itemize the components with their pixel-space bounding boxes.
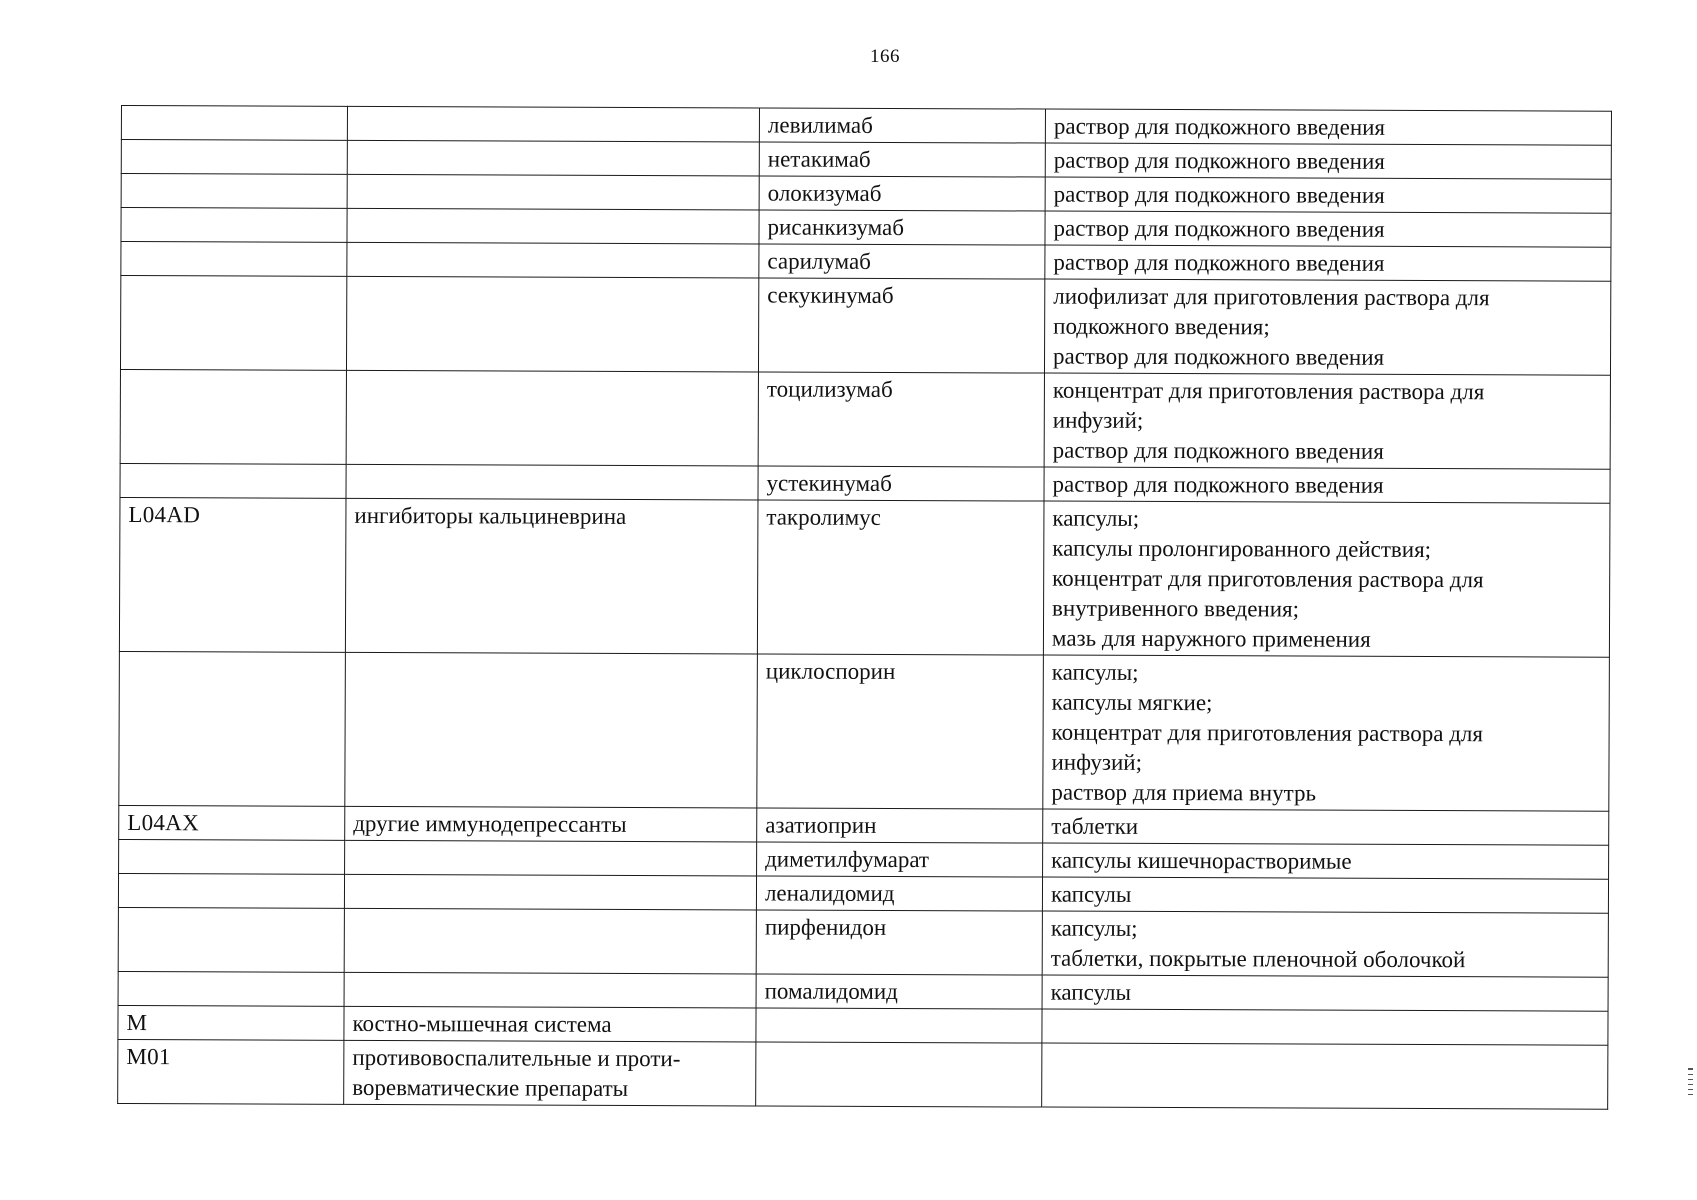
- atc-code-cell: [120, 369, 346, 464]
- table-row: [118, 873, 1608, 913]
- group-cell: ингибиторы кальциневрина: [345, 498, 758, 654]
- drug-name-cell: [756, 1042, 1042, 1107]
- atc-code-cell: [118, 873, 344, 908]
- dosage-form-cell: раствор для подкожного введения: [1044, 467, 1610, 503]
- group-cell: [345, 840, 757, 876]
- atc-code-cell: [121, 208, 347, 243]
- group-cell: [346, 370, 758, 466]
- dosage-form-cell: таблетки: [1043, 809, 1609, 845]
- drug-name-cell: сарилумаб: [759, 244, 1045, 279]
- drug-name-cell: левилимаб: [759, 108, 1045, 143]
- atc-code-cell: [119, 651, 346, 806]
- atc-code-cell: [121, 174, 347, 209]
- table-row: [118, 1005, 1608, 1045]
- drug-name-cell: нетакимаб: [759, 142, 1045, 177]
- group-cell: другие иммунодепрессанты: [345, 806, 757, 842]
- table-row: [118, 971, 1608, 1011]
- atc-code-cell: [121, 106, 347, 141]
- drug-name-cell: [756, 1008, 1042, 1043]
- group-cell: [344, 972, 756, 1008]
- table-row: [119, 805, 1609, 845]
- drug-name-cell: циклоспорин: [757, 654, 1044, 809]
- group-cell: [344, 908, 756, 974]
- dosage-form-cell: капсулы кишечнорастворимые: [1043, 843, 1609, 879]
- drug-name-cell: леналидомид: [756, 876, 1042, 911]
- group-cell: противовоспалительные и проти- воревматические препараты: [344, 1040, 756, 1106]
- dosage-form-cell: концентрат для приготовления раствора для инфузий; раствор для подкожного введения: [1044, 373, 1610, 469]
- drug-name-cell: устекинумаб: [758, 466, 1044, 501]
- group-cell: [347, 174, 759, 210]
- table-row: [119, 651, 1610, 811]
- table-row: [120, 463, 1610, 503]
- dosage-form-cell: капсулы; таблетки, покрытые пленочной оболочкой: [1042, 911, 1608, 977]
- dosage-form-cell: раствор для подкожного введения: [1045, 211, 1611, 247]
- drug-name-cell: помалидомид: [756, 974, 1042, 1009]
- dosage-form-cell: капсулы; капсулы пролонгированного действия; концентрат для приготовления раствора для внутривенного введения; мазь для наружного применения: [1043, 501, 1610, 657]
- table-row: [120, 369, 1610, 469]
- dosage-form-cell: [1042, 1043, 1608, 1109]
- drug-name-cell: олокизумаб: [759, 176, 1045, 211]
- dosage-form-cell: капсулы: [1042, 975, 1608, 1011]
- group-cell: костно-мышечная система: [344, 1006, 756, 1042]
- atc-code-cell: [118, 907, 344, 972]
- atc-code-cell: L04AD: [119, 497, 346, 652]
- group-cell: [346, 464, 758, 500]
- atc-code-cell: M01: [118, 1039, 344, 1104]
- atc-code-cell: [120, 276, 346, 371]
- scan-edge-mark: [1688, 1068, 1693, 1097]
- dosage-form-cell: раствор для подкожного введения: [1045, 177, 1611, 213]
- drug-name-cell: азатиоприн: [757, 808, 1043, 843]
- drug-table: [117, 105, 1612, 1110]
- dosage-form-cell: раствор для подкожного введения: [1045, 143, 1611, 179]
- atc-code-cell: [118, 971, 344, 1006]
- table-row: [119, 839, 1609, 879]
- group-cell: [347, 106, 759, 142]
- drug-name-cell: пирфенидон: [756, 910, 1042, 975]
- table-row: [118, 1039, 1608, 1109]
- group-cell: [347, 140, 759, 176]
- table-row: [119, 497, 1610, 657]
- drug-name-cell: диметилфумарат: [757, 842, 1043, 877]
- drug-name-cell: секукинумаб: [758, 278, 1044, 373]
- atc-code-cell: [120, 463, 346, 498]
- dosage-form-cell: капсулы; капсулы мягкие; концентрат для приготовления раствора для инфузий; раствор для приема внутрь: [1043, 655, 1610, 811]
- drug-name-cell: тоцилизумаб: [758, 372, 1044, 467]
- atc-code-cell: L04AX: [119, 805, 345, 840]
- table-row: [121, 242, 1611, 282]
- group-cell: [345, 652, 758, 808]
- group-cell: [347, 242, 759, 278]
- dosage-form-cell: капсулы: [1042, 877, 1608, 913]
- table-row: [121, 174, 1611, 214]
- table-row: [121, 140, 1611, 180]
- dosage-form-cell: [1042, 1009, 1608, 1045]
- dosage-form-cell: лиофилизат для приготовления раствора для подкожного введения; раствор для подкожного введения: [1044, 279, 1610, 375]
- atc-code-cell: [121, 140, 347, 175]
- page-number: 166: [870, 46, 900, 67]
- table-row: [118, 907, 1608, 977]
- atc-code-cell: M: [118, 1005, 344, 1040]
- table-row: [121, 106, 1611, 146]
- atc-code-cell: [119, 839, 345, 874]
- dosage-form-cell: раствор для подкожного введения: [1045, 245, 1611, 281]
- drug-name-cell: рисанкизумаб: [759, 210, 1045, 245]
- group-cell: [346, 276, 758, 372]
- table-row: [121, 208, 1611, 248]
- atc-code-cell: [121, 242, 347, 277]
- group-cell: [344, 874, 756, 910]
- drug-name-cell: такролимус: [757, 500, 1044, 655]
- dosage-form-cell: раствор для подкожного введения: [1045, 109, 1611, 145]
- table-row: [120, 276, 1610, 376]
- group-cell: [347, 208, 759, 244]
